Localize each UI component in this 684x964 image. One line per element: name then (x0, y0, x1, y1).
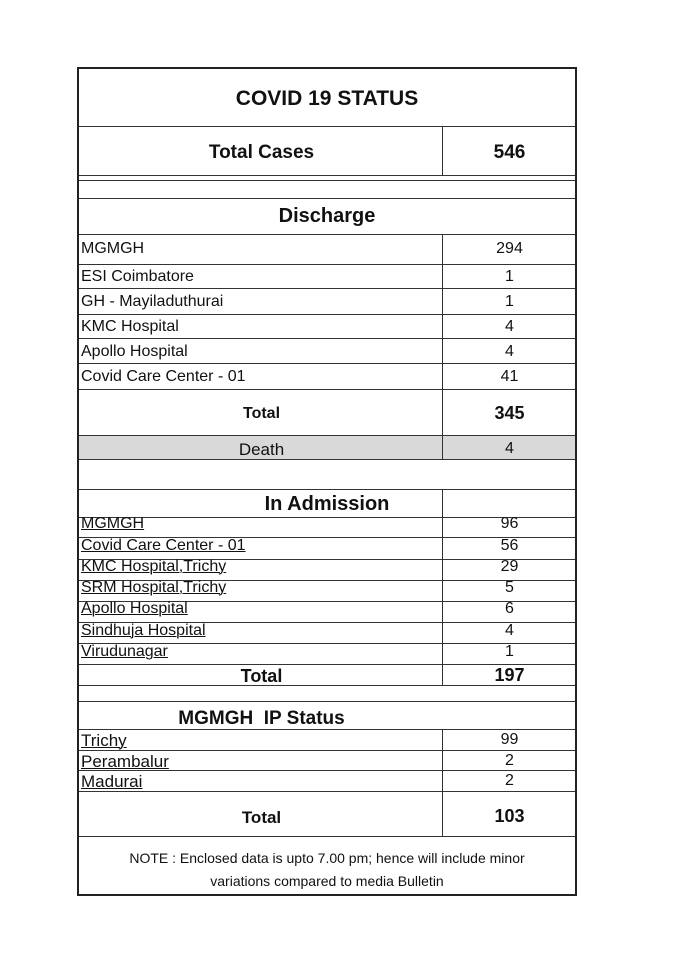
grid-line (79, 175, 575, 176)
grid-line (79, 836, 575, 837)
grid-line (79, 264, 575, 265)
discharge-row-name: KMC Hospital (81, 318, 179, 335)
total-cases-label: Total Cases (208, 142, 315, 163)
discharge-row-value: 1 (505, 293, 514, 310)
grid-line (79, 363, 575, 364)
ip-status-row-name: Trichy (81, 731, 127, 750)
ip-status-row-value: 2 (505, 752, 514, 769)
admission-row-name: Covid Care Center - 01 (81, 537, 246, 554)
admission-row-name: KMC Hospital,Trichy (81, 558, 227, 575)
admission-row-name: Virudunagar (81, 643, 168, 660)
grid-line (79, 338, 575, 339)
admission-row-value: 6 (505, 600, 514, 617)
admission-total-value: 197 (494, 665, 525, 685)
grid-line (79, 729, 575, 730)
admission-row-name: MGMGH (81, 515, 145, 532)
admission-row-name: Sindhuja Hospital (81, 622, 206, 639)
admission-row-name: Apollo Hospital (81, 600, 188, 617)
discharge-row-value: 4 (505, 318, 514, 335)
ip-status-heading: MGMGH IP Status (178, 708, 345, 729)
ip-status-row-name: Perambalur (81, 752, 169, 771)
admission-row-value: 5 (505, 579, 514, 596)
ip-status-row-value: 2 (505, 772, 514, 789)
grid-line (79, 126, 575, 127)
discharge-row-value: 4 (505, 343, 514, 360)
grid-line (79, 701, 575, 702)
admission-row-value: 1 (505, 643, 514, 660)
discharge-heading: Discharge (278, 205, 376, 227)
discharge-row-value: 1 (505, 268, 514, 285)
grid-line (79, 435, 575, 436)
grid-line (79, 180, 575, 181)
note-line-2: variations compared to media Bulletin (210, 873, 444, 889)
total-cases-value: 546 (493, 142, 526, 163)
admission-row-value: 96 (500, 515, 519, 532)
grid-line (79, 389, 575, 390)
admission-row-value: 56 (500, 537, 519, 554)
ip-status-row-name: Madurai (81, 772, 143, 791)
grid-line (79, 314, 575, 315)
ip-status-total-value: 103 (494, 806, 525, 826)
discharge-total-value: 345 (494, 403, 525, 423)
death-label: Death (238, 440, 285, 459)
grid-line (79, 288, 575, 289)
grid-line (79, 791, 575, 792)
grid-line (79, 198, 575, 199)
discharge-total-label: Total (242, 405, 281, 422)
note-line-1: NOTE : Enclosed data is upto 7.00 pm; hence will include minor (129, 850, 525, 866)
grid-line (79, 459, 575, 460)
grid-line (79, 234, 575, 235)
admission-row-value: 29 (500, 558, 519, 575)
grid-line (79, 489, 575, 490)
discharge-row-name: Apollo Hospital (81, 343, 188, 360)
grid-line (79, 750, 575, 751)
discharge-row-value: 294 (496, 240, 523, 257)
ip-status-row-value: 99 (500, 731, 519, 748)
page-title: COVID 19 STATUS (235, 87, 419, 110)
discharge-row-name: Covid Care Center - 01 (81, 368, 246, 385)
discharge-row-name: MGMGH (81, 240, 145, 257)
admission-row-name: SRM Hospital,Trichy (81, 579, 227, 596)
discharge-row-name: GH - Mayiladuthurai (81, 293, 224, 310)
discharge-row-value: 41 (500, 368, 519, 385)
ip-status-total-label: Total (241, 808, 282, 827)
covid-status-sheet (77, 67, 577, 896)
discharge-row-name: ESI Coimbatore (81, 268, 194, 285)
admission-total-label: Total (240, 666, 283, 686)
admission-heading: In Admission (264, 493, 390, 515)
admission-row-value: 4 (505, 622, 514, 639)
grid-line (79, 685, 575, 686)
death-value: 4 (505, 440, 514, 457)
